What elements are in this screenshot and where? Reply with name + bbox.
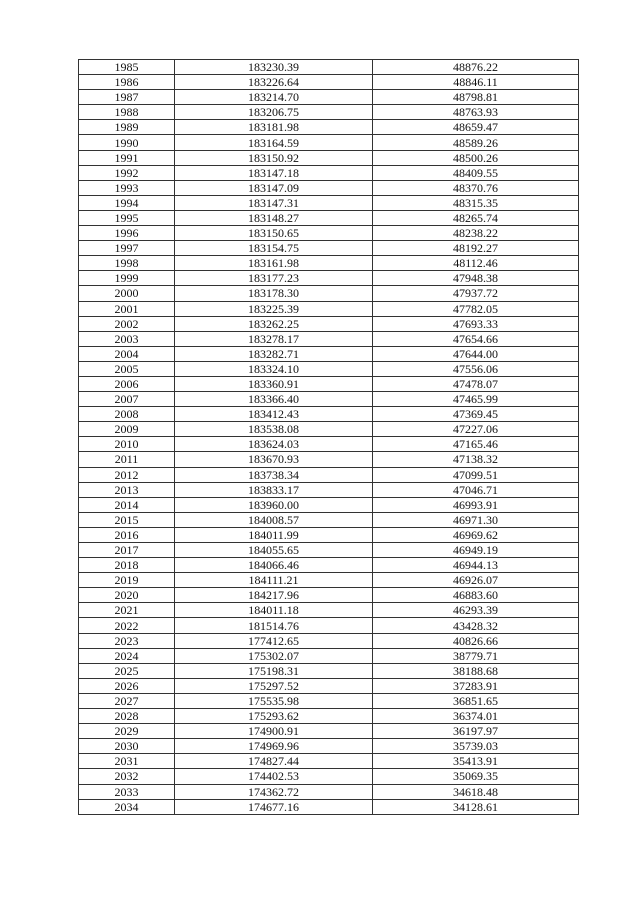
value-a-cell: 183324.10 <box>175 361 373 376</box>
value-b-cell: 47046.71 <box>373 482 579 497</box>
value-b-cell: 46944.13 <box>373 558 579 573</box>
table-row <box>79 346 579 361</box>
year-cell: 2034 <box>79 799 175 814</box>
table-row <box>79 75 579 90</box>
value-a-cell: 183148.27 <box>175 210 373 225</box>
data-table <box>78 59 579 815</box>
value-b-cell: 47782.05 <box>373 301 579 316</box>
year-cell: 1996 <box>79 226 175 241</box>
value-a-cell: 183960.00 <box>175 497 373 512</box>
value-a-cell: 183262.25 <box>175 316 373 331</box>
value-a-cell: 183225.39 <box>175 301 373 316</box>
value-a-cell: 183214.70 <box>175 90 373 105</box>
year-cell: 2012 <box>79 467 175 482</box>
year-cell: 2006 <box>79 376 175 391</box>
value-b-cell: 34128.61 <box>373 799 579 814</box>
value-a-cell: 177412.65 <box>175 633 373 648</box>
table-row <box>79 392 579 407</box>
value-a-cell: 175535.98 <box>175 693 373 708</box>
table-row <box>79 678 579 693</box>
year-cell: 2003 <box>79 331 175 346</box>
year-cell: 1997 <box>79 241 175 256</box>
value-b-cell: 46969.62 <box>373 527 579 542</box>
value-b-cell: 43428.32 <box>373 618 579 633</box>
value-b-cell: 35069.35 <box>373 769 579 784</box>
value-b-cell: 47644.00 <box>373 346 579 361</box>
year-cell: 1987 <box>79 90 175 105</box>
value-a-cell: 183150.92 <box>175 150 373 165</box>
value-b-cell: 48876.22 <box>373 60 579 75</box>
value-b-cell: 38188.68 <box>373 663 579 678</box>
year-cell: 2033 <box>79 784 175 799</box>
value-a-cell: 175293.62 <box>175 709 373 724</box>
value-a-cell: 183147.09 <box>175 180 373 195</box>
value-b-cell: 48315.35 <box>373 195 579 210</box>
value-a-cell: 184011.18 <box>175 603 373 618</box>
value-a-cell: 174969.96 <box>175 739 373 754</box>
year-cell: 2004 <box>79 346 175 361</box>
year-cell: 2013 <box>79 482 175 497</box>
value-b-cell: 48192.27 <box>373 241 579 256</box>
year-cell: 2028 <box>79 709 175 724</box>
value-b-cell: 47937.72 <box>373 286 579 301</box>
value-b-cell: 47693.33 <box>373 316 579 331</box>
value-b-cell: 34618.48 <box>373 784 579 799</box>
value-a-cell: 174362.72 <box>175 784 373 799</box>
value-a-cell: 184011.99 <box>175 527 373 542</box>
table-row <box>79 437 579 452</box>
table-row <box>79 497 579 512</box>
table-row <box>79 527 579 542</box>
value-b-cell: 35413.91 <box>373 754 579 769</box>
year-cell: 2009 <box>79 422 175 437</box>
year-cell: 2005 <box>79 361 175 376</box>
value-a-cell: 183181.98 <box>175 120 373 135</box>
year-cell: 1995 <box>79 210 175 225</box>
value-b-cell: 47369.45 <box>373 407 579 422</box>
table-row <box>79 558 579 573</box>
table-row <box>79 724 579 739</box>
value-a-cell: 183670.93 <box>175 452 373 467</box>
year-cell: 2027 <box>79 693 175 708</box>
table-row <box>79 422 579 437</box>
value-b-cell: 36197.97 <box>373 724 579 739</box>
value-b-cell: 38779.71 <box>373 648 579 663</box>
year-cell: 1991 <box>79 150 175 165</box>
table-row <box>79 784 579 799</box>
table-row <box>79 618 579 633</box>
year-cell: 2001 <box>79 301 175 316</box>
value-b-cell: 46971.30 <box>373 512 579 527</box>
value-a-cell: 174827.44 <box>175 754 373 769</box>
table-row <box>79 165 579 180</box>
value-a-cell: 183833.17 <box>175 482 373 497</box>
table-row <box>79 256 579 271</box>
value-b-cell: 46993.91 <box>373 497 579 512</box>
value-a-cell: 183226.64 <box>175 75 373 90</box>
value-a-cell: 183538.08 <box>175 422 373 437</box>
value-b-cell: 46949.19 <box>373 543 579 558</box>
value-b-cell: 47948.38 <box>373 271 579 286</box>
table-row <box>79 663 579 678</box>
year-cell: 2019 <box>79 573 175 588</box>
year-cell: 2016 <box>79 527 175 542</box>
value-b-cell: 36851.65 <box>373 693 579 708</box>
table-row <box>79 195 579 210</box>
value-b-cell: 35739.03 <box>373 739 579 754</box>
table-row <box>79 512 579 527</box>
value-a-cell: 183154.75 <box>175 241 373 256</box>
value-a-cell: 183206.75 <box>175 105 373 120</box>
year-cell: 2018 <box>79 558 175 573</box>
value-a-cell: 184008.57 <box>175 512 373 527</box>
year-cell: 2010 <box>79 437 175 452</box>
table-row <box>79 754 579 769</box>
value-b-cell: 48589.26 <box>373 135 579 150</box>
value-a-cell: 183147.31 <box>175 195 373 210</box>
table-row <box>79 150 579 165</box>
value-a-cell: 183177.23 <box>175 271 373 286</box>
year-cell: 2023 <box>79 633 175 648</box>
table-row <box>79 105 579 120</box>
year-cell: 2000 <box>79 286 175 301</box>
value-a-cell: 183230.39 <box>175 60 373 75</box>
table-row <box>79 693 579 708</box>
value-b-cell: 46293.39 <box>373 603 579 618</box>
table-row <box>79 90 579 105</box>
value-a-cell: 175297.52 <box>175 678 373 693</box>
value-b-cell: 48659.47 <box>373 120 579 135</box>
value-a-cell: 183178.30 <box>175 286 373 301</box>
value-b-cell: 36374.01 <box>373 709 579 724</box>
value-b-cell: 47478.07 <box>373 376 579 391</box>
year-cell: 2011 <box>79 452 175 467</box>
value-b-cell: 46883.60 <box>373 588 579 603</box>
value-a-cell: 184055.65 <box>175 543 373 558</box>
table-row <box>79 588 579 603</box>
value-b-cell: 48238.22 <box>373 226 579 241</box>
value-b-cell: 48409.55 <box>373 165 579 180</box>
value-a-cell: 174900.91 <box>175 724 373 739</box>
table-row <box>79 316 579 331</box>
table-row <box>79 241 579 256</box>
year-cell: 1992 <box>79 165 175 180</box>
value-a-cell: 183282.71 <box>175 346 373 361</box>
year-cell: 1989 <box>79 120 175 135</box>
value-b-cell: 47654.66 <box>373 331 579 346</box>
value-a-cell: 174677.16 <box>175 799 373 814</box>
value-b-cell: 47165.46 <box>373 437 579 452</box>
year-cell: 1999 <box>79 271 175 286</box>
table-row <box>79 180 579 195</box>
year-cell: 2030 <box>79 739 175 754</box>
value-b-cell: 47556.06 <box>373 361 579 376</box>
year-cell: 1994 <box>79 195 175 210</box>
table-row <box>79 226 579 241</box>
value-b-cell: 47465.99 <box>373 392 579 407</box>
value-a-cell: 175302.07 <box>175 648 373 663</box>
year-cell: 2007 <box>79 392 175 407</box>
table-row <box>79 482 579 497</box>
value-a-cell: 184066.46 <box>175 558 373 573</box>
table-row <box>79 739 579 754</box>
year-cell: 2022 <box>79 618 175 633</box>
value-a-cell: 184217.96 <box>175 588 373 603</box>
table-row <box>79 210 579 225</box>
year-cell: 2021 <box>79 603 175 618</box>
value-b-cell: 47227.06 <box>373 422 579 437</box>
table-row <box>79 60 579 75</box>
value-b-cell: 37283.91 <box>373 678 579 693</box>
table-row <box>79 633 579 648</box>
year-cell: 1986 <box>79 75 175 90</box>
value-b-cell: 48112.46 <box>373 256 579 271</box>
year-cell: 2015 <box>79 512 175 527</box>
table-row <box>79 452 579 467</box>
value-a-cell: 183161.98 <box>175 256 373 271</box>
year-cell: 2029 <box>79 724 175 739</box>
table-row <box>79 407 579 422</box>
year-cell: 2014 <box>79 497 175 512</box>
table-row <box>79 135 579 150</box>
year-cell: 2024 <box>79 648 175 663</box>
table-row <box>79 376 579 391</box>
table-row <box>79 286 579 301</box>
table-row <box>79 573 579 588</box>
value-a-cell: 183147.18 <box>175 165 373 180</box>
table-row <box>79 120 579 135</box>
value-a-cell: 174402.53 <box>175 769 373 784</box>
table-row <box>79 799 579 814</box>
year-cell: 2017 <box>79 543 175 558</box>
value-b-cell: 48798.81 <box>373 90 579 105</box>
value-b-cell: 48500.26 <box>373 150 579 165</box>
value-a-cell: 183150.65 <box>175 226 373 241</box>
value-b-cell: 47138.32 <box>373 452 579 467</box>
value-a-cell: 175198.31 <box>175 663 373 678</box>
value-a-cell: 183164.59 <box>175 135 373 150</box>
table-row <box>79 603 579 618</box>
year-cell: 1990 <box>79 135 175 150</box>
value-a-cell: 183278.17 <box>175 331 373 346</box>
value-b-cell: 48763.93 <box>373 105 579 120</box>
year-cell: 1988 <box>79 105 175 120</box>
value-a-cell: 184111.21 <box>175 573 373 588</box>
table-row <box>79 331 579 346</box>
value-b-cell: 48370.76 <box>373 180 579 195</box>
value-a-cell: 183366.40 <box>175 392 373 407</box>
table-body <box>79 60 579 815</box>
value-b-cell: 48265.74 <box>373 210 579 225</box>
year-cell: 2002 <box>79 316 175 331</box>
value-a-cell: 183412.43 <box>175 407 373 422</box>
year-cell: 2020 <box>79 588 175 603</box>
table-row <box>79 301 579 316</box>
year-cell: 1993 <box>79 180 175 195</box>
year-cell: 2025 <box>79 663 175 678</box>
value-a-cell: 183738.34 <box>175 467 373 482</box>
value-b-cell: 47099.51 <box>373 467 579 482</box>
value-b-cell: 40826.66 <box>373 633 579 648</box>
year-cell: 2032 <box>79 769 175 784</box>
value-a-cell: 183624.03 <box>175 437 373 452</box>
value-a-cell: 183360.91 <box>175 376 373 391</box>
value-b-cell: 48846.11 <box>373 75 579 90</box>
table-row <box>79 467 579 482</box>
value-a-cell: 181514.76 <box>175 618 373 633</box>
year-cell: 1998 <box>79 256 175 271</box>
year-cell: 2031 <box>79 754 175 769</box>
value-b-cell: 46926.07 <box>373 573 579 588</box>
year-cell: 1985 <box>79 60 175 75</box>
table-row <box>79 543 579 558</box>
table-row <box>79 648 579 663</box>
year-cell: 2008 <box>79 407 175 422</box>
table-row <box>79 709 579 724</box>
table-row <box>79 361 579 376</box>
table-row <box>79 271 579 286</box>
table-row <box>79 769 579 784</box>
year-cell: 2026 <box>79 678 175 693</box>
